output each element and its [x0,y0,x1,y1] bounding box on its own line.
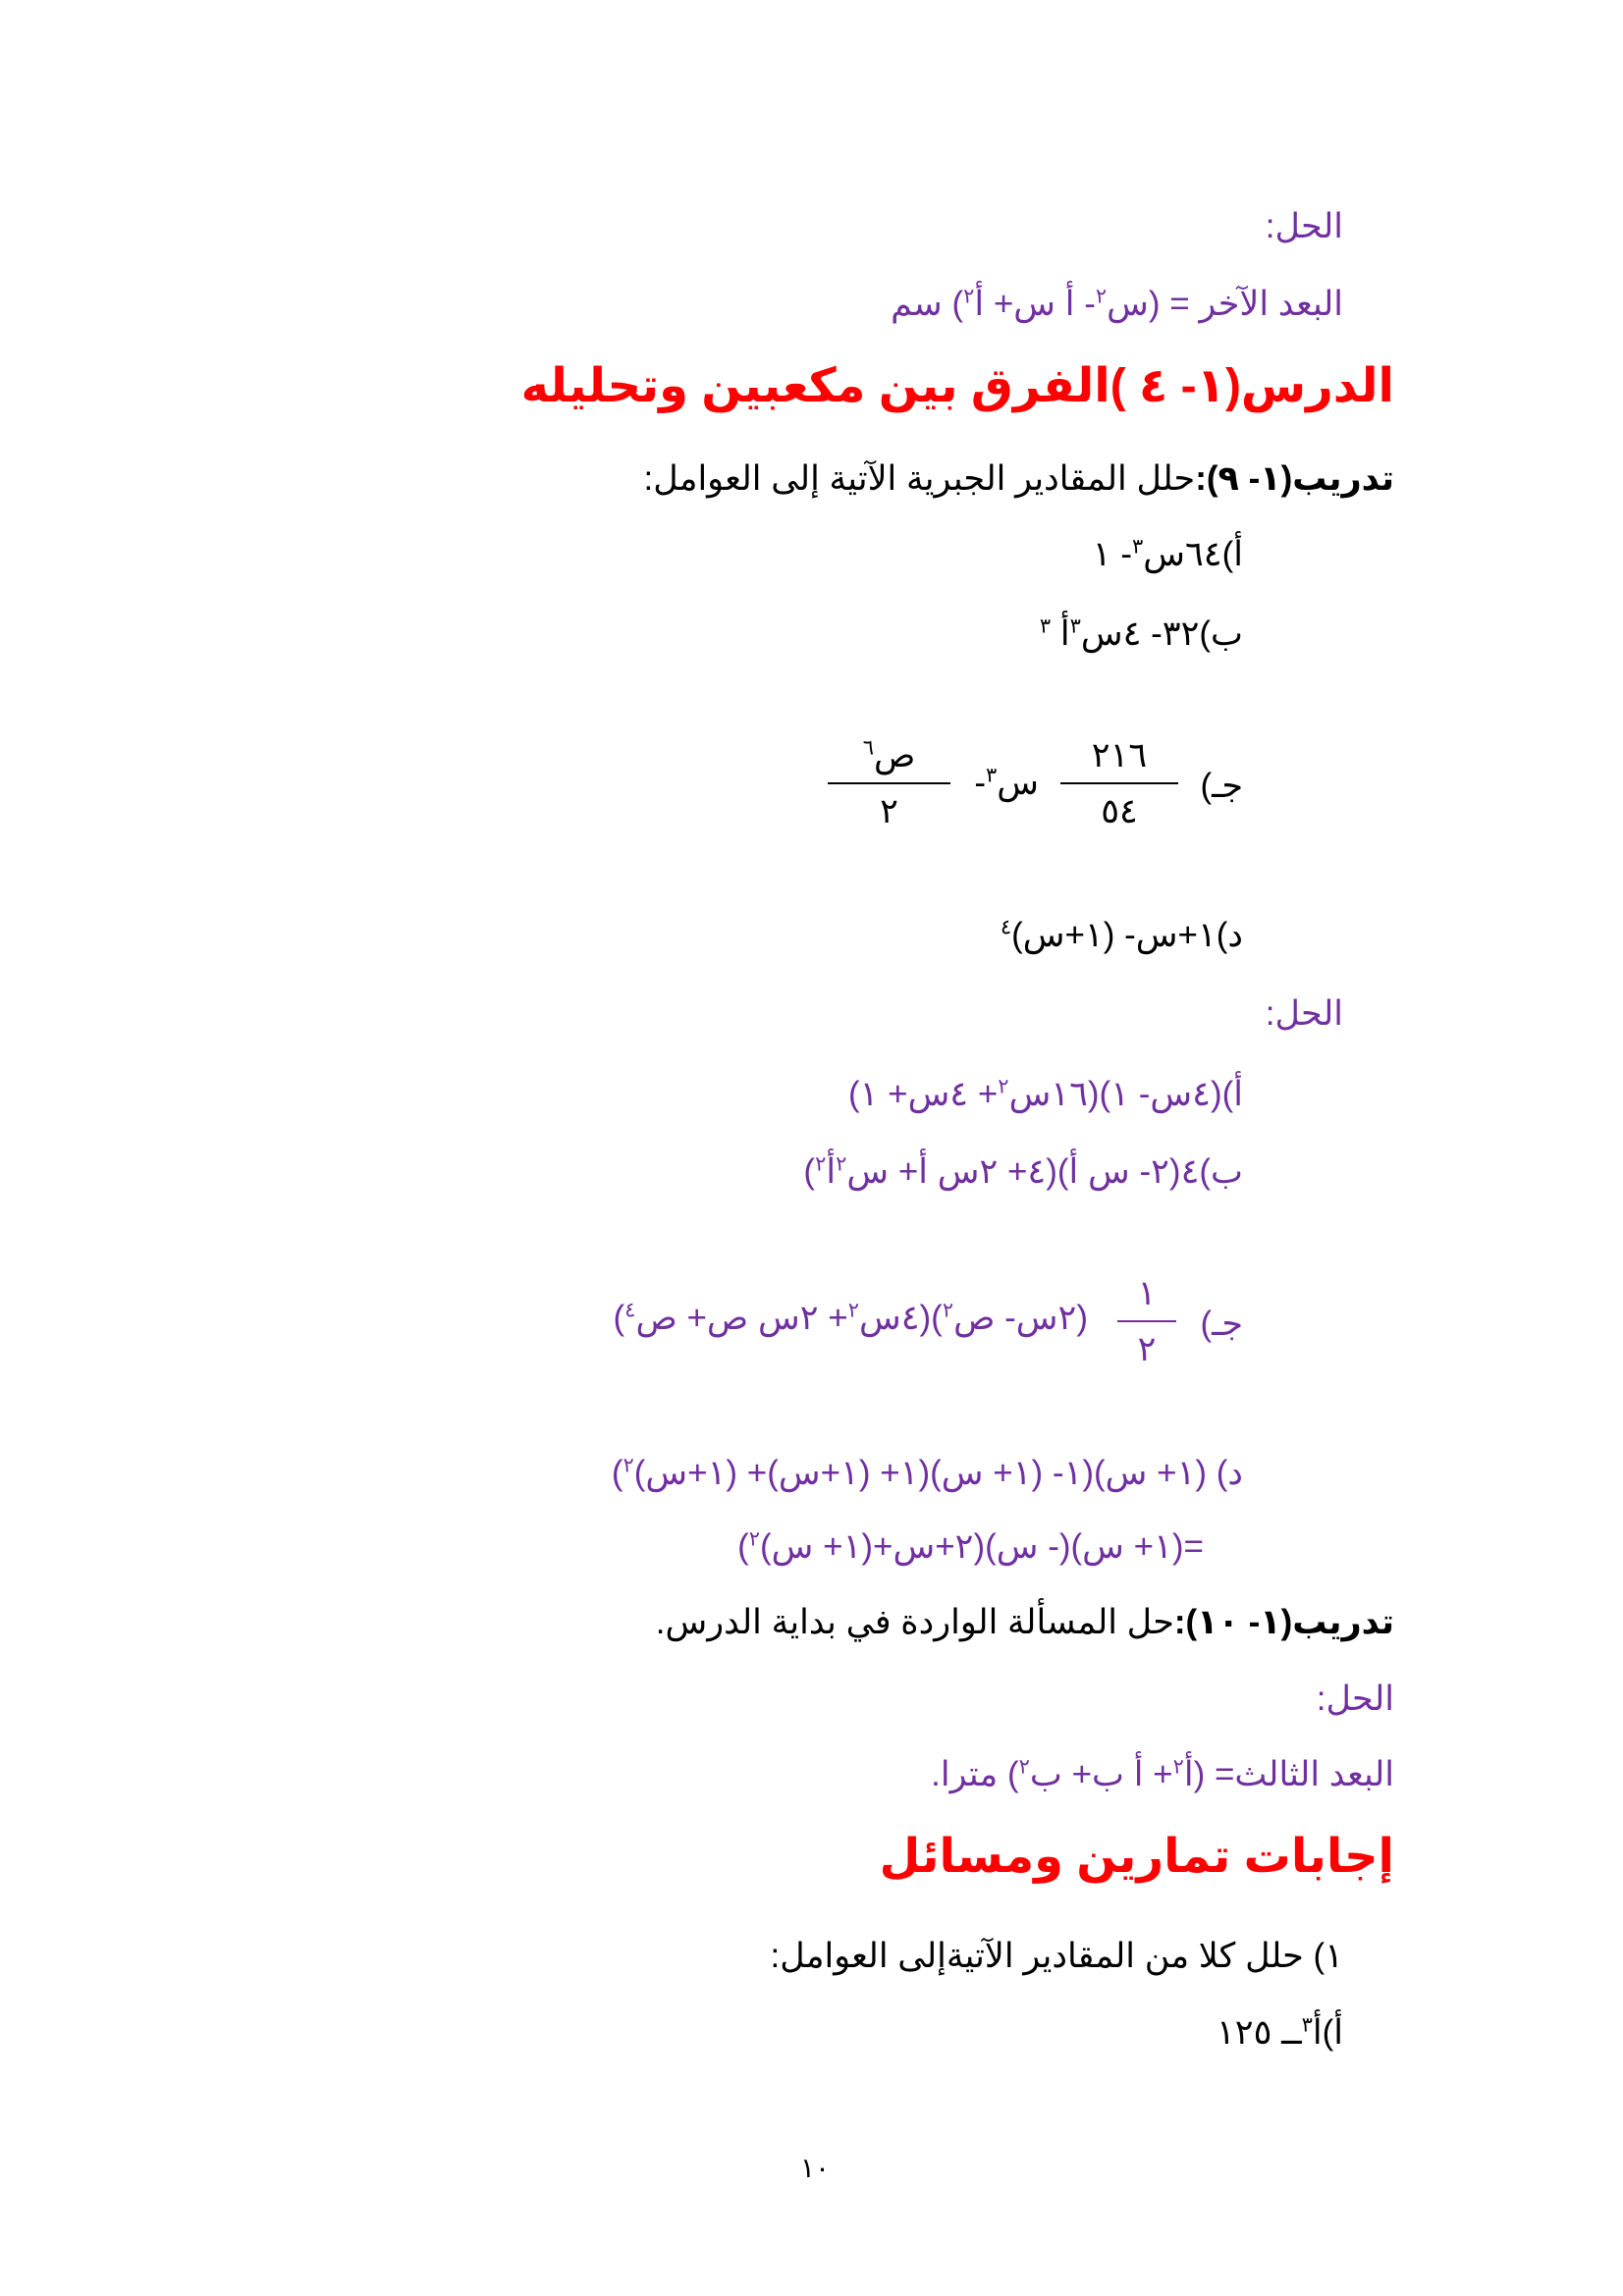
answer-9c-fraction [1117,1276,1176,1366]
answer-9d-line-1: د) (١+ س)(١- (١+ س)(١+ (١+س)+ (١+س)$^٢$) [611,1454,1243,1492]
exercise-1a: أ)أ$^٣$ــ ١٢٥ [1216,2013,1343,2052]
exercise-9-heading [643,461,1394,496]
answer-9a: أ)(٤س- ١)(١٦س$^٢$+ ٤س+ ١) [847,1075,1243,1113]
answer-fraction-bar [1117,1320,1176,1322]
other-dimension-answer: البعد الآخر = (س$^٢$- أ س+ أ$^٢$) سم [891,285,1343,323]
fraction-1-numerator: ٢١٦ [1091,736,1148,774]
exercise-9-label: تدريب(١- ٩): [1195,459,1394,498]
exercise-1-prompt: ١) حلل كلا من المقادير الآتيةإلى العوامل: [770,1937,1343,1975]
exercise-9-text: حلل المقادير الجبرية الآتية إلى العوامل: [643,459,1196,498]
answers-section-title: إجابات تمارين ومسائل [879,1831,1394,1883]
question-9c-middle: س$^٣$- [974,764,1039,802]
answer-9c-label: جـ) [1200,1305,1243,1343]
exercise-10-heading [656,1605,1394,1639]
solution-label-2: الحل: [1265,994,1343,1033]
fraction-2-numerator: ص$^٦$ [862,736,916,774]
answer-9c-rest: (٢س- ص$^٢$)(٤س$^٢$+ ٢س ص+ ص$^٤$) [613,1299,1088,1337]
page-number: ١٠ [800,2153,831,2183]
question-9c-fraction-2 [828,738,950,828]
solution-label-1: الحل: [1265,207,1343,245]
fraction-2-bar [828,782,950,784]
answer-fraction-numerator: ١ [1137,1274,1157,1312]
fraction-2-denominator: ٢ [880,792,898,830]
fraction-1-denominator: ٥٤ [1101,792,1138,830]
answer-9b: ب)٤(٢- س أ)(٤+ ٢س أ+ س$^٢$أ$^٢$) [803,1152,1243,1191]
fraction-1-bar [1060,782,1178,784]
third-dimension-answer: البعد الثالث= (أ$^٢$+ أ ب+ ب$^٢$) مترا. [931,1755,1394,1793]
question-9a: أ)٦٤س$^٣$- ١ [1092,535,1243,573]
answer-fraction-denominator: ٢ [1137,1330,1157,1368]
exercise-10-text: حل المسألة الواردة في بداية الدرس. [655,1603,1174,1641]
question-9d: د)١+س- (١+س)$^٤$ [1000,916,1243,954]
answer-9d-line-2: =(١+ س)(- س)(٢+س+(١+ س)$^٢$) [737,1527,1204,1566]
question-9c-label: جـ) [1200,767,1243,805]
question-9c-fraction-1 [1060,738,1178,828]
lesson-title: الدرس(١- ٤ )الفرق بين مكعبين وتحليله [520,360,1394,412]
solution-label-3: الحل: [1316,1680,1394,1718]
exercise-10-label: تدريب(١- ١٠): [1173,1603,1394,1641]
question-9b: ب)٣٢- ٤س$^٣$أ $^٣$ [1039,614,1243,653]
